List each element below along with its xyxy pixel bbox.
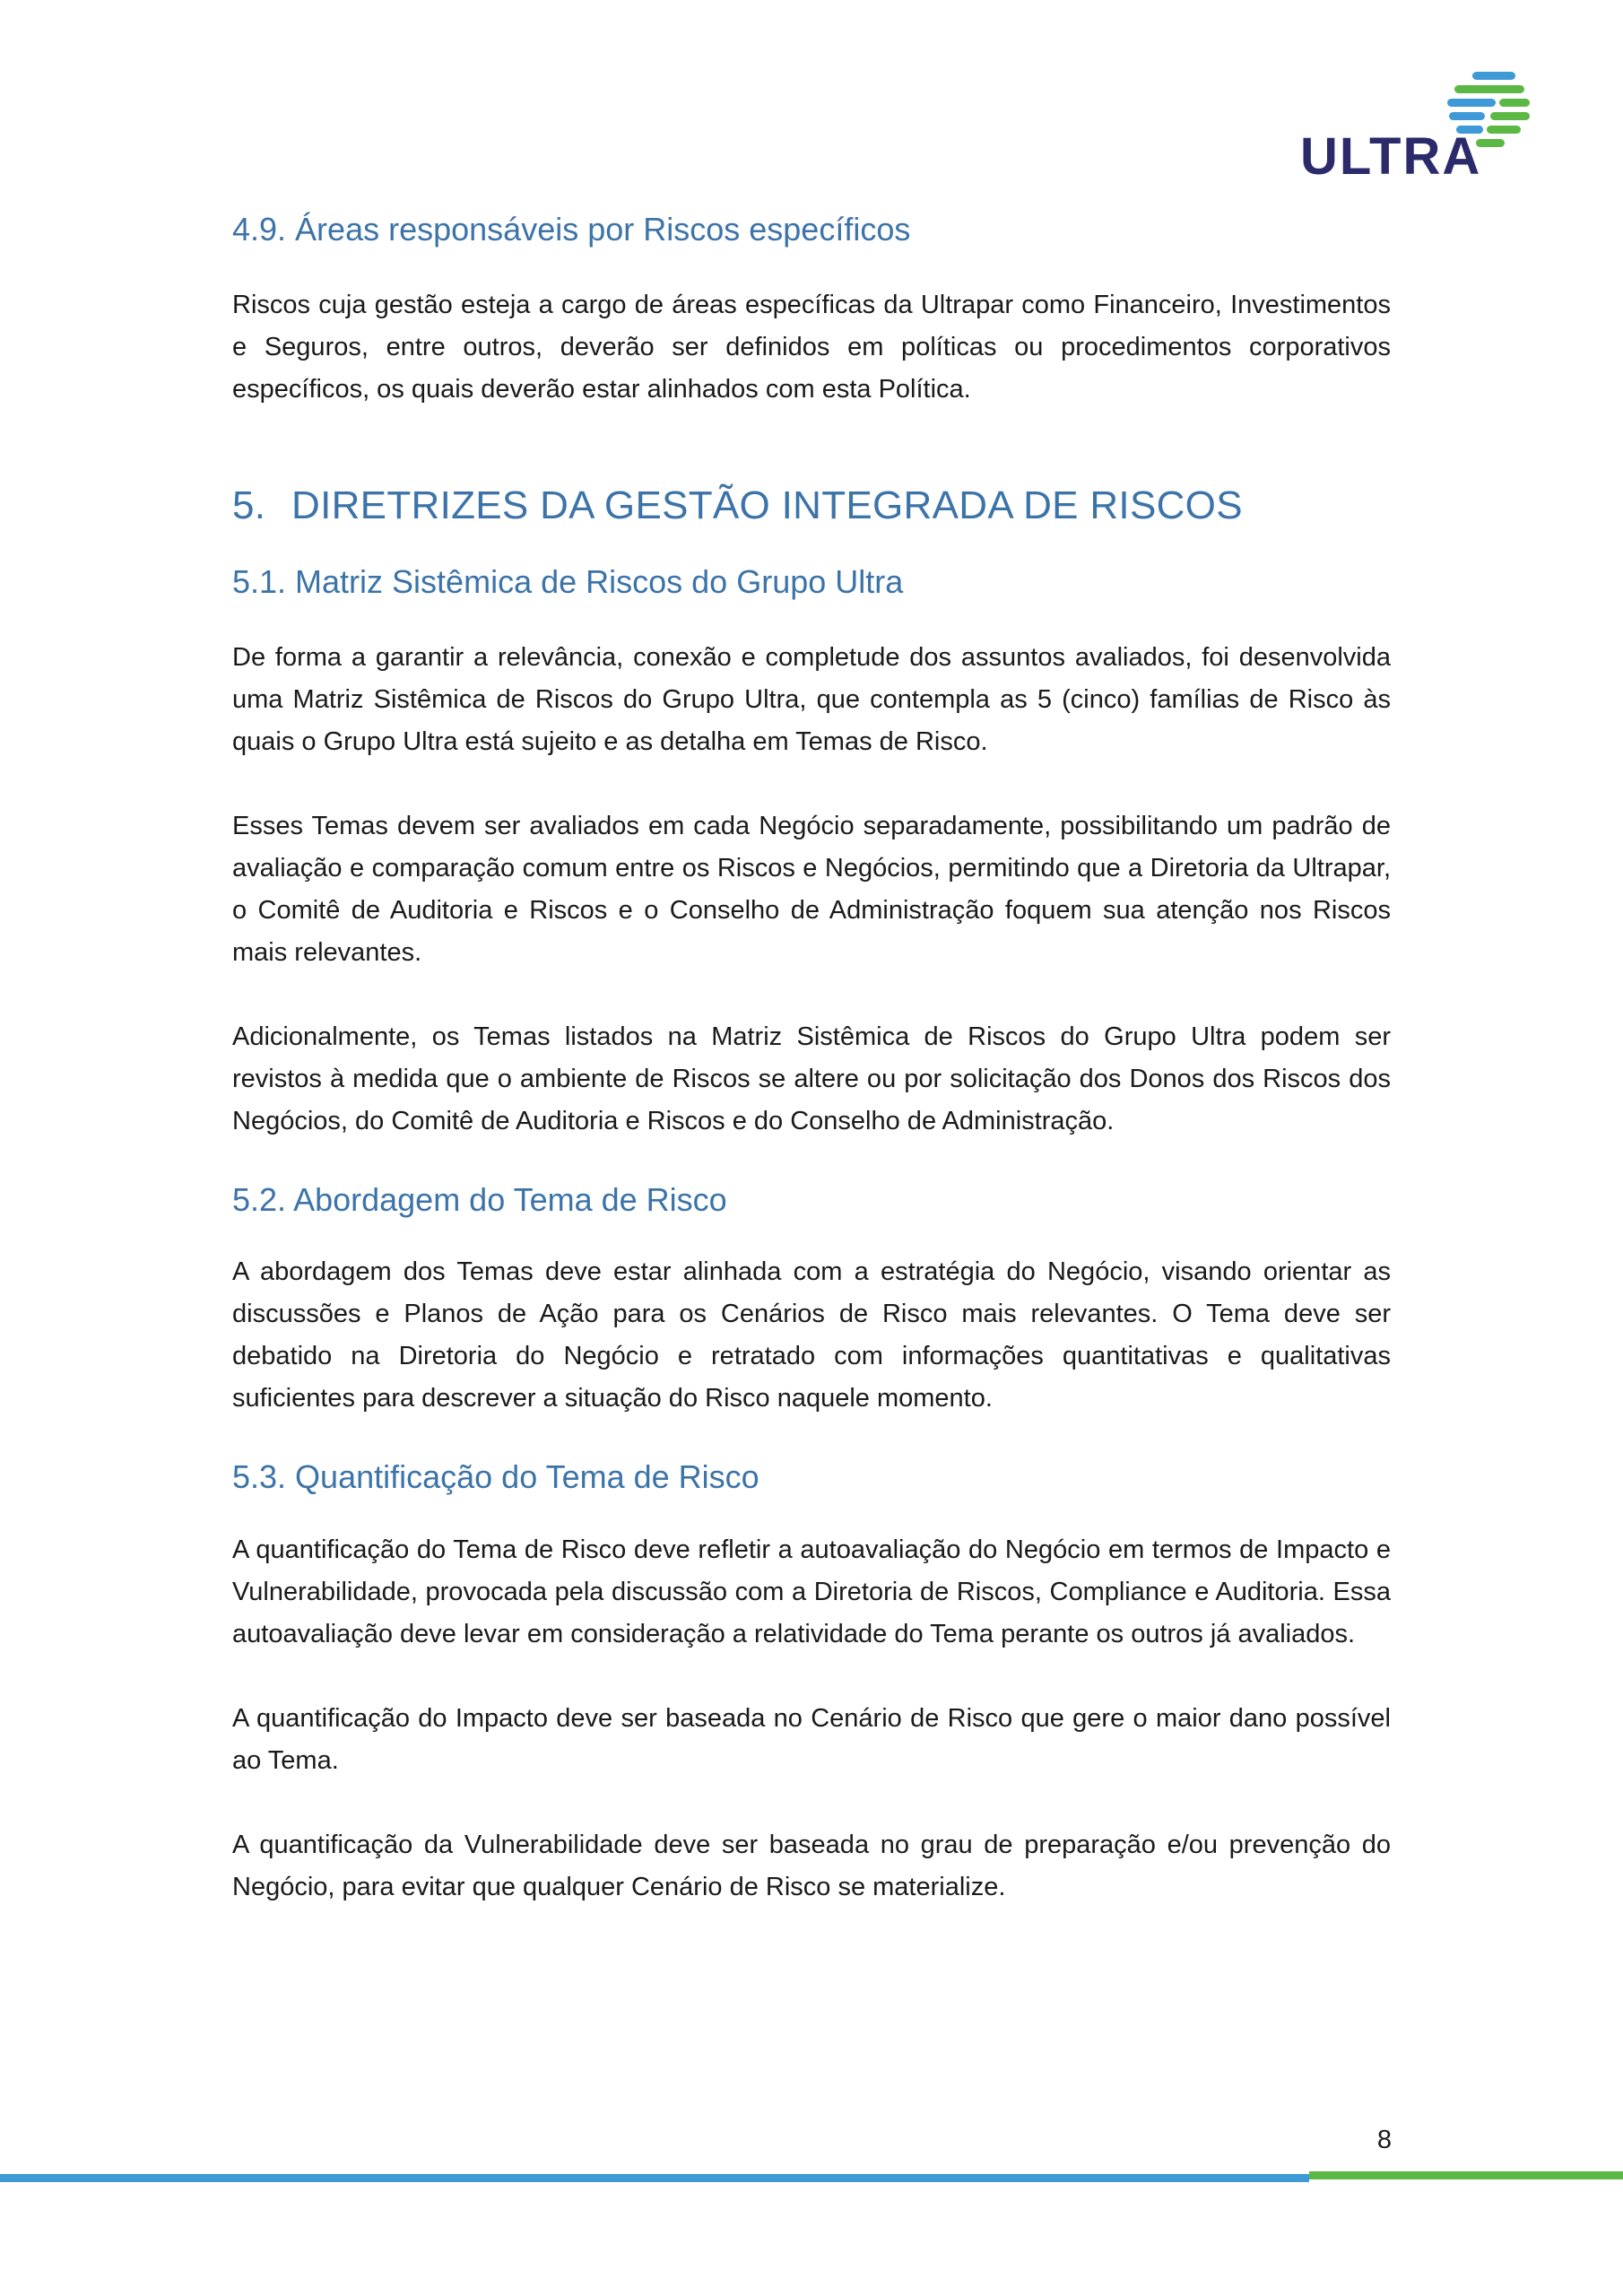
section-5-title: DIRETRIZES DA GESTÃO INTEGRADA DE RISCOS <box>291 483 1243 528</box>
section-4-9-title: 4.9. Áreas responsáveis por Riscos específicos <box>232 211 911 248</box>
ultra-logo <box>1300 70 1542 179</box>
section-5-2-title: 5.2. Abordagem do Tema de Risco <box>232 1181 727 1219</box>
section-4-9-paragraph: Riscos cuja gestão esteja a cargo de áreas específicas da Ultrapar como Financeiro, Investimentos e Seguros, entre outros, deverão ser definidos em políticas ou procedimentos corporativos específicos, os quais deverão estar alinhados com esta Política. <box>232 291 1391 404</box>
section-5-number: 5. <box>232 483 266 528</box>
document-body <box>232 206 1391 1909</box>
section-5-1-paragraph-2: Esses Temas devem ser avaliados em cada Negócio separadamente, possibilitando um padrão de avaliação e comparação comum entre os Riscos e Negócios, permitindo que a Diretoria da Ultrapar, o Comitê de Auditoria e Riscos e o Conselho de Administração foquem sua atenção nos Riscos mais relevantes. <box>232 812 1391 968</box>
section-5-3-paragraph-2: A quantificação do Impacto deve ser baseada no Cenário de Risco que gere o maior dano possível ao Tema. <box>232 1703 1391 1775</box>
page-number: 8 <box>1376 2126 1392 2154</box>
section-5-1-title: 5.1. Matriz Sistêmica de Riscos do Grupo Ultra <box>232 562 904 600</box>
footer-bar-green <box>1309 2171 1623 2179</box>
section-5-3-title: 5.3. Quantificação do Tema de Risco <box>232 1458 759 1496</box>
ultra-logo-mark <box>1300 70 1542 179</box>
section-5-3-paragraph-1: A quantificação do Tema de Risco deve refletir a autoavaliação do Negócio em termos de Impacto e Vulnerabilidade, provocada pela discussão com a Diretoria de Riscos, Compliance e Auditoria. Essa autoavaliação deve levar em consideração a relatividade do Tema perante os outros já avaliados. <box>232 1535 1391 1648</box>
section-5-heading <box>232 483 1391 530</box>
section-5-1-paragraph-1: De forma a garantir a relevância, conexão e completude dos assuntos avaliados, foi desenvolvida uma Matriz Sistêmica de Riscos do Grupo Ultra, que contempla as 5 (cinco) famílias de Risco às quais o Grupo Ultra está sujeito e as detalha em Temas de Risco. <box>232 643 1391 757</box>
logo-text: ULTRA <box>1300 127 1482 179</box>
section-5-2-paragraph: A abordagem dos Temas deve estar alinhada com a estratégia do Negócio, visando orientar as discussões e Planos de Ação para os Cenários de Risco mais relevantes. O Tema deve ser debatido na Diretoria do Negócio e retratado com informações quantitativas e qualitativas suficientes para descrever a situação do Risco naquele momento. <box>232 1257 1391 1413</box>
footer-bar-blue <box>0 2174 1309 2182</box>
section-5-3-paragraph-3: A quantificação da Vulnerabilidade deve ser baseada no grau de preparação e/ou prevenção do Negócio, para evitar que qualquer Cenário de Risco se materialize. <box>232 1830 1391 1901</box>
section-5-1-paragraph-3: Adicionalmente, os Temas listados na Matriz Sistêmica de Riscos do Grupo Ultra podem ser revistos à medida que o ambiente de Riscos se altere ou por solicitação dos Donos dos Riscos dos Negócios, do Comitê de Auditoria e Riscos e do Conselho de Administração. <box>232 1022 1391 1136</box>
